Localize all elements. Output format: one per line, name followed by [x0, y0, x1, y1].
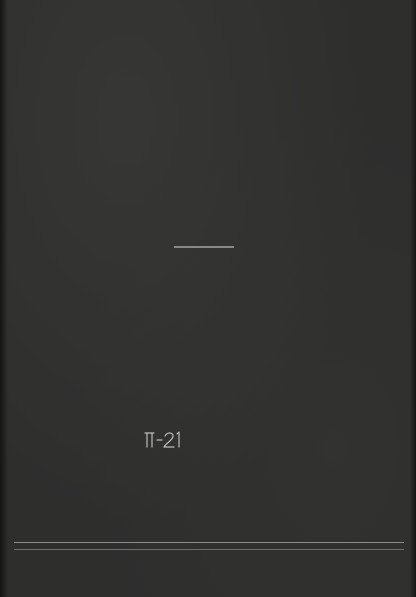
editorial-note [105, 325, 317, 329]
right-column [213, 4, 397, 10]
footer-production-row [14, 546, 404, 550]
footer-top-rule [14, 542, 404, 543]
section-divider [174, 246, 234, 248]
left-column [18, 4, 194, 10]
scan-edge-right [410, 0, 416, 597]
handwritten-mark [143, 428, 183, 450]
imprint-footer [14, 542, 404, 553]
scan-edge-left [0, 0, 8, 597]
